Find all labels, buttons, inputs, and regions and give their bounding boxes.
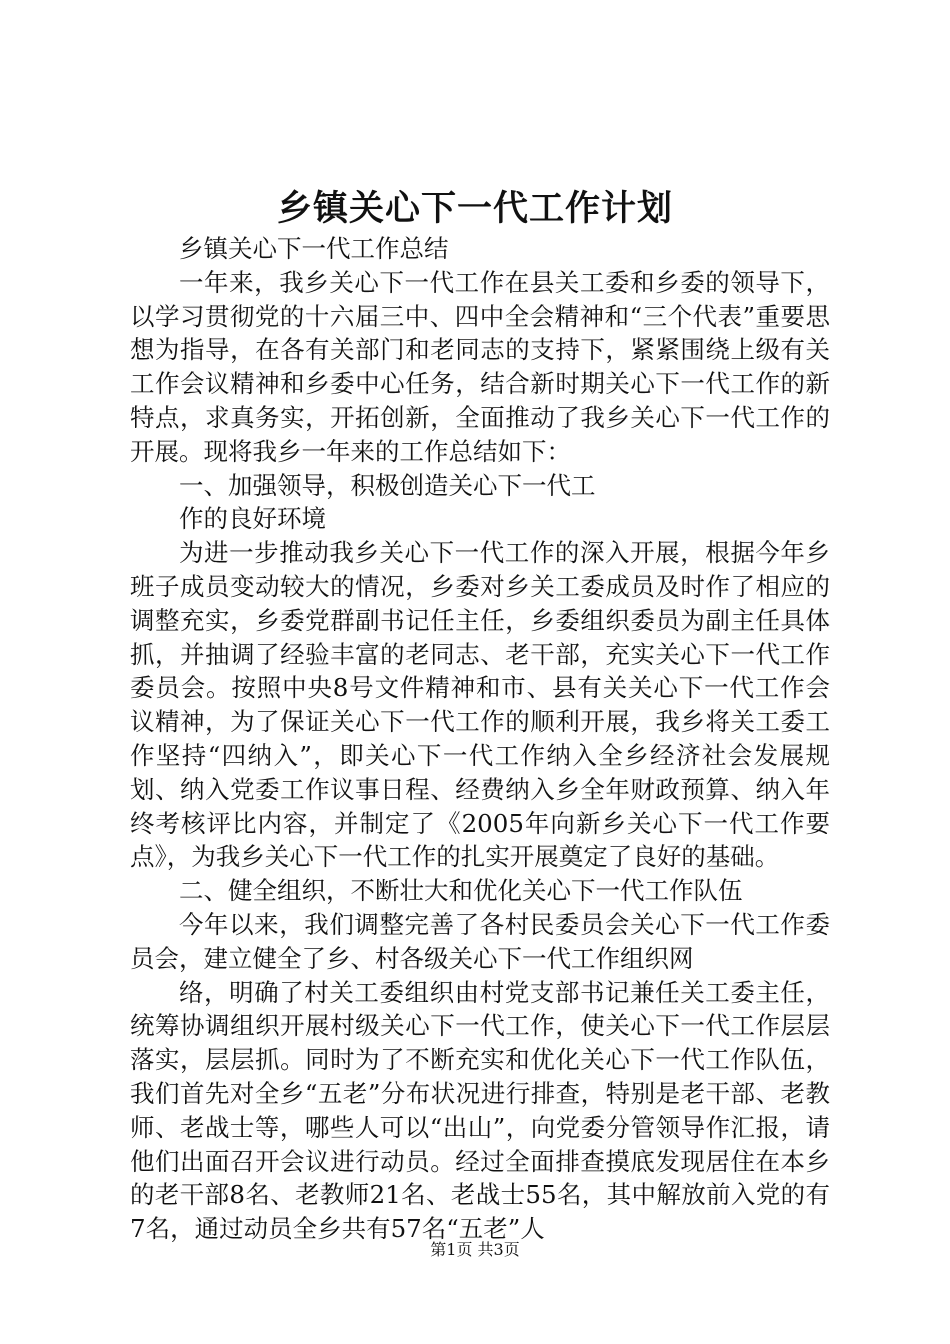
- section-heading-1: 一、加强领导，积极创造关心下一代工: [179, 470, 596, 500]
- paragraph-subtitle: 乡镇关心下一代工作总结: [179, 234, 449, 263]
- document-body: [130, 232, 830, 1246]
- paragraph-section-2a: 今年以来，我们调整完善了各村民委员会关心下一代工作委员会，建立健全了乡、村各级关心下一代工作组织网: [130, 909, 830, 973]
- page-footer: 第1页 共3页: [430, 1240, 520, 1259]
- document-title: 乡镇关心下一代工作计划: [276, 188, 673, 229]
- section-heading-2: 二、健全组织，不断壮大和优化关心下一代工作队伍: [179, 876, 743, 906]
- paragraph-intro: 一年来，我乡关心下一代工作在县关工委和乡委的领导下，以学习贯彻党的十六届三中、四中全会精神和“三个代表”重要思想为指导，在各有关部门和老同志的支持下，紧紧围绕上级有关工作会议精神和乡委中心任务，结合新时期关心下一代工作的新特点，求真务实，开拓创新，全面推动了我乡关心下一代工作的开展。现将我乡一年来的工作总结如下：: [130, 267, 830, 466]
- paragraph-section-2b: 络，明确了村关工委组织由村党支部书记兼任关工委主任，统筹协调组织开展村级关心下一代工作，使关心下一代工作层层落实，层层抓。同时为了不断充实和优化关心下一代工作队伍，我们首先对全乡“五老”分布状况进行排查，特别是老干部、老教师、老战士等，哪些人可以“出山”，向党委分管领导作汇报，请他们出面召开会议进行动员。经过全面排查摸底发现居住在本乡的老干部8名、老教师21名、老战士55名，其中解放前入党的有7名，通过动员全乡共有57名“五老”人: [130, 977, 830, 1244]
- section-heading-1-cont: 作的良好环境: [179, 504, 326, 534]
- paragraph-section-1: 为进一步推动我乡关心下一代工作的深入开展，根据今年乡班子成员变动较大的情况，乡委对乡关工委成员及时作了相应的调整充实，乡委党群副书记任主任，乡委组织委员为副主任具体抓，并抽调了经验丰富的老同志、老干部，充实关心下一代工作委员会。按照中央8号文件精神和市、县有关关心下一代工作会议精神，为了保证关心下一代工作的顺利开展，我乡将关工委工作坚持“四纳入”，即关心下一代工作纳入全乡经济社会发展规划、纳入党委工作议事日程、经费纳入乡全年财政预算、纳入年终考核评比内容，并制定了《2005年向新乡关心下一代工作要点》，为我乡关心下一代工作的扎实开展奠定了良好的基础。: [130, 538, 830, 872]
